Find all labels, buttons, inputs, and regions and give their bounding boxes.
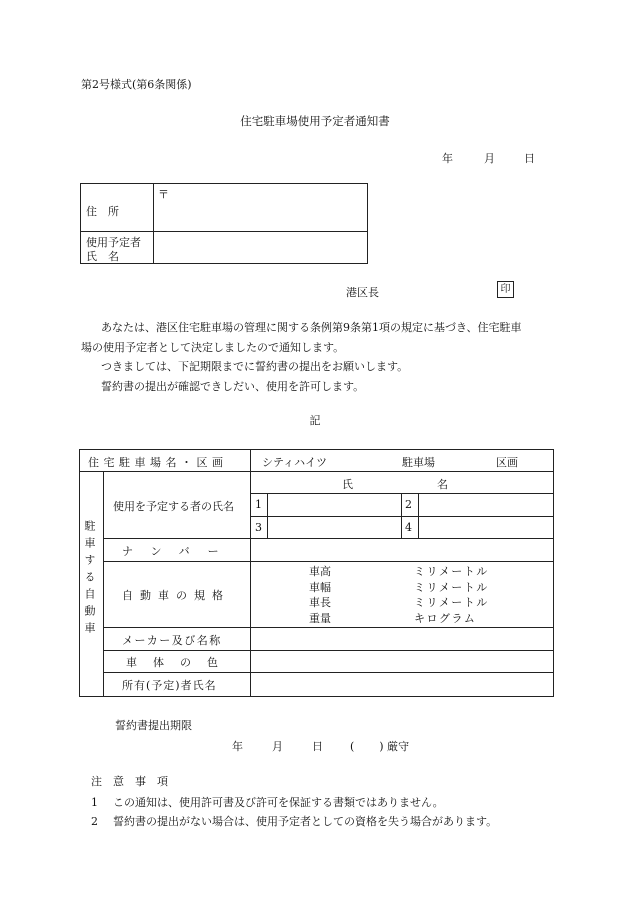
spec-length: 車長: [309, 596, 331, 609]
user-slot-1: 1: [255, 498, 262, 511]
user-slot-2: 2: [405, 498, 412, 511]
parking-lot: 駐車場: [402, 456, 435, 469]
address-divider: [153, 184, 154, 263]
col-line: [250, 450, 251, 696]
body-p1-line2: 場の使用予定者として決定しましたので通知します。: [81, 340, 345, 354]
date-day: 日: [524, 152, 535, 165]
color-label: 車体の色: [126, 656, 234, 669]
body-text: [81, 318, 557, 396]
col-line: [103, 471, 104, 696]
note-1-text: この通知は、使用許可書及び許可を保証する書類ではありません。: [113, 796, 444, 809]
deadline-paren-close: ): [379, 740, 384, 753]
col-line: [267, 493, 268, 538]
parking-section: 区画: [496, 456, 518, 469]
spec-names: [309, 564, 331, 626]
spec-weight: 重量: [309, 611, 331, 625]
date-month: 月: [484, 152, 495, 165]
user-label-2: [86, 248, 148, 264]
mei-header: 名: [437, 478, 448, 491]
notes-heading: 注 意 事 項: [91, 775, 168, 788]
body-p1-line1: あなたは、港区住宅駐車場の管理に関する条例第9条第1項の規定に基づき、住宅駐車: [101, 321, 522, 334]
document-title: 住宅駐車場使用予定者通知書: [240, 114, 390, 128]
note-item-1: [91, 794, 444, 810]
issuer-name: 港区長: [346, 286, 379, 299]
deadline-suffix: 厳守: [387, 740, 410, 753]
note-2-number: 2: [91, 815, 98, 828]
address-table: [80, 183, 368, 264]
row-line: [103, 627, 553, 628]
col-line: [401, 493, 402, 538]
issue-date: [442, 150, 535, 166]
deadline-month: 月: [272, 740, 283, 753]
spec-height: 車高: [309, 565, 331, 578]
row-line: [103, 561, 553, 562]
deadline-label: 誓約書提出期限: [115, 719, 192, 732]
date-year: 年: [442, 152, 453, 165]
col-line: [418, 493, 419, 538]
row-line: [80, 471, 553, 472]
body-p2: つきましては、下記期限までに誓約書の提出をお願いします。: [101, 360, 409, 373]
parking-name: シティハイツ: [262, 456, 328, 469]
parking-label-text: 住宅駐車場名・区画: [88, 456, 228, 469]
address-label-text: 住 所: [86, 205, 119, 218]
note-1-number: 1: [91, 796, 98, 809]
vehicle-label: 駐車する自動車: [83, 520, 96, 639]
user-slot-3: 3: [255, 521, 262, 534]
row-line: [103, 538, 553, 539]
row-line: [103, 650, 553, 651]
user-name-label: 使用を予定する者の氏名: [113, 500, 234, 513]
form-number: 第2号様式(第6条関係): [81, 78, 192, 91]
parking-label: [88, 454, 242, 470]
vehicle-table: [79, 449, 554, 697]
row-line: [103, 672, 553, 673]
owner-label: 所有(予定)者氏名: [122, 679, 217, 692]
number-label: ナンバー: [122, 545, 237, 558]
seal-mark: 印: [497, 281, 514, 298]
deadline-date: [232, 738, 409, 754]
spec-length-unit: ミリメートル: [414, 596, 489, 609]
note-2-text: 誓約書の提出がない場合は、使用予定者としての資格を失う場合があります。: [113, 815, 498, 828]
deadline-year: 年: [232, 740, 243, 753]
ki-heading: 記: [309, 414, 321, 427]
user-label-2-text: 氏 名: [86, 250, 119, 263]
spec-units: [414, 564, 489, 626]
maker-label: メーカー及び名称: [122, 634, 222, 647]
user-label-1-text: 使用予定者: [86, 236, 141, 249]
note-item-2: [91, 813, 497, 829]
address-label: [86, 203, 148, 219]
spec-height-unit: ミリメートル: [414, 565, 489, 578]
postal-mark: 〒: [158, 188, 169, 201]
deadline-paren-open: (: [350, 740, 355, 753]
spec-width-unit: ミリメートル: [414, 580, 489, 594]
spec-weight-unit: キログラム: [414, 611, 477, 625]
spec-label: 自動車の規格: [122, 589, 230, 602]
shi-header: 氏: [342, 478, 353, 491]
spec-width: 車幅: [309, 580, 331, 594]
user-slot-4: 4: [405, 521, 412, 534]
deadline-day: 日: [312, 740, 323, 753]
body-p3: 誓約書の提出が確認できしだい、使用を許可します。: [101, 379, 365, 393]
